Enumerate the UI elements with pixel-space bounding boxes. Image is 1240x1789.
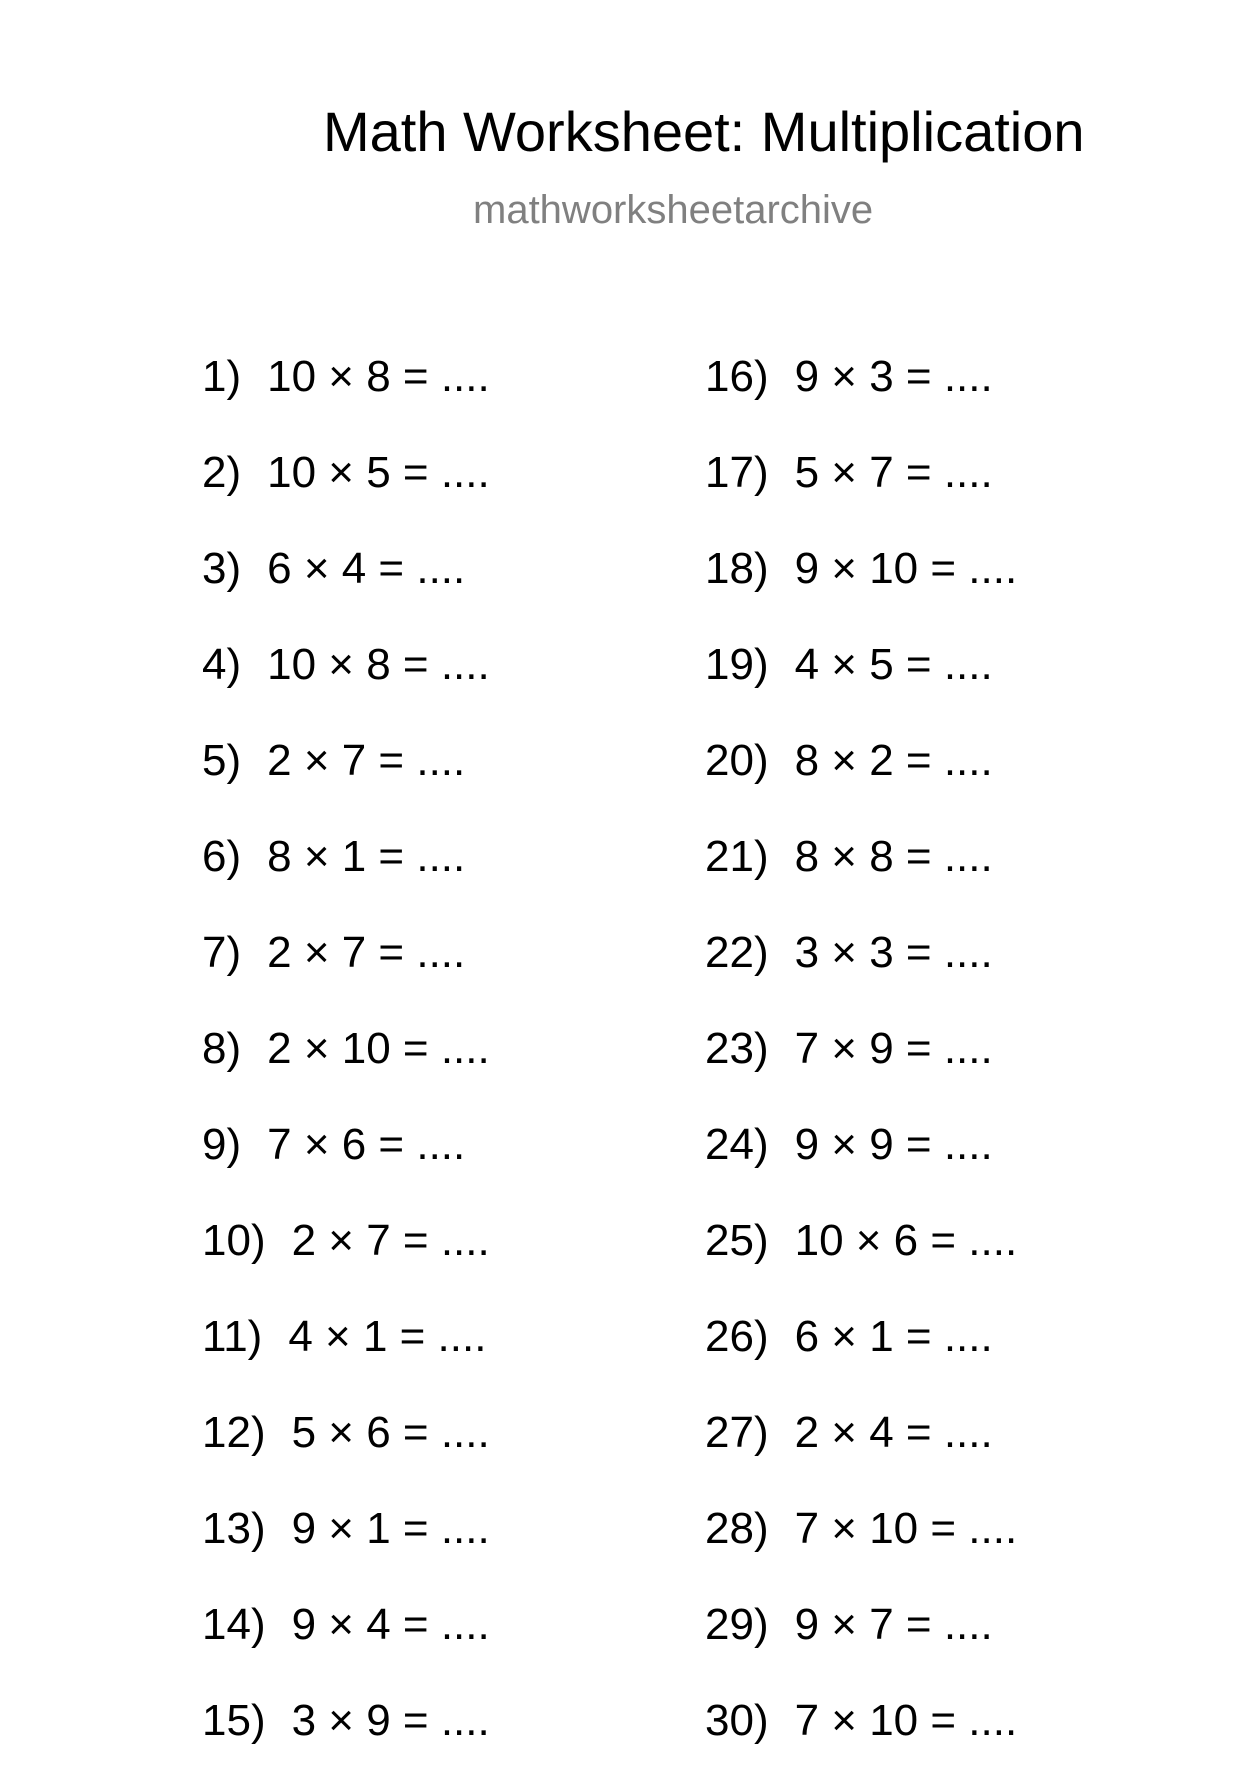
problem-number: 18) (705, 544, 769, 593)
problem-number: 26) (705, 1312, 769, 1361)
problem-number: 23) (705, 1024, 769, 1073)
problem-expression: 10 × 8 = .... (267, 640, 490, 689)
problem-expression: 9 × 7 = .... (794, 1600, 993, 1649)
problem-number: 13) (202, 1504, 266, 1553)
problem-number: 30) (705, 1696, 769, 1745)
problem-number: 16) (705, 352, 769, 401)
problem-number: 24) (705, 1120, 769, 1169)
problem-expression: 2 × 4 = .... (794, 1408, 993, 1457)
problem-item (202, 637, 490, 733)
problem-item (705, 733, 1017, 829)
problem-item (202, 1693, 490, 1789)
problem-expression: 6 × 1 = .... (794, 1312, 993, 1361)
problem-expression: 10 × 6 = .... (794, 1216, 1018, 1265)
problem-item (202, 925, 490, 1021)
problem-expression: 7 × 9 = .... (794, 1024, 993, 1073)
problem-item (202, 541, 490, 637)
problem-item (705, 1117, 1017, 1213)
problem-item (202, 445, 490, 541)
problem-number: 15) (202, 1696, 266, 1745)
problem-expression: 2 × 10 = .... (267, 1024, 490, 1073)
problem-number: 3) (202, 544, 242, 593)
problem-expression: 3 × 3 = .... (794, 928, 993, 977)
problem-item (705, 925, 1017, 1021)
problem-number: 14) (202, 1600, 266, 1649)
problem-column-left (202, 349, 490, 1789)
problem-item (705, 1693, 1017, 1789)
problem-expression: 10 × 5 = .... (267, 448, 490, 497)
problem-item (202, 829, 490, 925)
problem-expression: 9 × 4 = .... (291, 1600, 490, 1649)
problem-item (202, 1309, 490, 1405)
problem-number: 7) (202, 928, 242, 977)
problem-expression: 4 × 1 = .... (288, 1312, 487, 1361)
problem-number: 21) (705, 832, 769, 881)
problem-item (202, 1405, 490, 1501)
problem-item (202, 1501, 490, 1597)
problem-number: 11) (202, 1312, 263, 1361)
problem-item (202, 1597, 490, 1693)
problem-expression: 3 × 9 = .... (291, 1696, 490, 1745)
problem-expression: 2 × 7 = .... (267, 928, 466, 977)
problem-item (705, 1309, 1017, 1405)
problem-expression: 2 × 7 = .... (291, 1216, 490, 1265)
problem-number: 10) (202, 1216, 266, 1265)
worksheet-subtitle: mathworksheetarchive (473, 188, 874, 232)
problem-item (705, 1021, 1017, 1117)
worksheet-title: Math Worksheet: Multiplication (323, 100, 1085, 163)
problem-item (705, 1501, 1017, 1597)
problem-expression: 9 × 10 = .... (794, 544, 1018, 593)
problem-expression: 9 × 9 = .... (794, 1120, 993, 1169)
problem-item (202, 349, 490, 445)
problem-number: 20) (705, 736, 769, 785)
problem-expression: 8 × 8 = .... (794, 832, 993, 881)
problem-item (705, 1597, 1017, 1693)
problem-number: 6) (202, 832, 242, 881)
problem-item (202, 1117, 490, 1213)
problem-number: 4) (202, 640, 242, 689)
problem-number: 5) (202, 736, 242, 785)
problem-item (705, 541, 1017, 637)
problem-number: 27) (705, 1408, 769, 1457)
problem-item (705, 1213, 1017, 1309)
problem-expression: 8 × 1 = .... (267, 832, 466, 881)
problem-number: 1) (202, 352, 242, 401)
problem-number: 8) (202, 1024, 242, 1073)
problem-number: 9) (202, 1120, 242, 1169)
problem-item (705, 829, 1017, 925)
problem-number: 19) (705, 640, 769, 689)
problem-expression: 2 × 7 = .... (267, 736, 466, 785)
problem-number: 29) (705, 1600, 769, 1649)
problem-item (202, 733, 490, 829)
problem-expression: 9 × 3 = .... (794, 352, 993, 401)
problem-expression: 7 × 10 = .... (794, 1504, 1018, 1553)
problem-number: 25) (705, 1216, 769, 1265)
problem-expression: 9 × 1 = .... (291, 1504, 490, 1553)
problem-number: 2) (202, 448, 242, 497)
problem-expression: 8 × 2 = .... (794, 736, 993, 785)
problem-expression: 6 × 4 = .... (267, 544, 466, 593)
problem-item (202, 1021, 490, 1117)
problem-item (202, 1213, 490, 1309)
problem-expression: 10 × 8 = .... (267, 352, 490, 401)
problem-column-right (705, 349, 1017, 1789)
problem-number: 22) (705, 928, 769, 977)
problem-number: 17) (705, 448, 769, 497)
problem-expression: 4 × 5 = .... (794, 640, 993, 689)
problem-expression: 5 × 7 = .... (794, 448, 993, 497)
problem-expression: 7 × 6 = .... (267, 1120, 466, 1169)
problem-number: 12) (202, 1408, 266, 1457)
problem-item (705, 1405, 1017, 1501)
problem-number: 28) (705, 1504, 769, 1553)
problem-item (705, 637, 1017, 733)
problem-item (705, 445, 1017, 541)
problem-expression: 5 × 6 = .... (291, 1408, 490, 1457)
problem-item (705, 349, 1017, 445)
problem-expression: 7 × 10 = .... (794, 1696, 1018, 1745)
